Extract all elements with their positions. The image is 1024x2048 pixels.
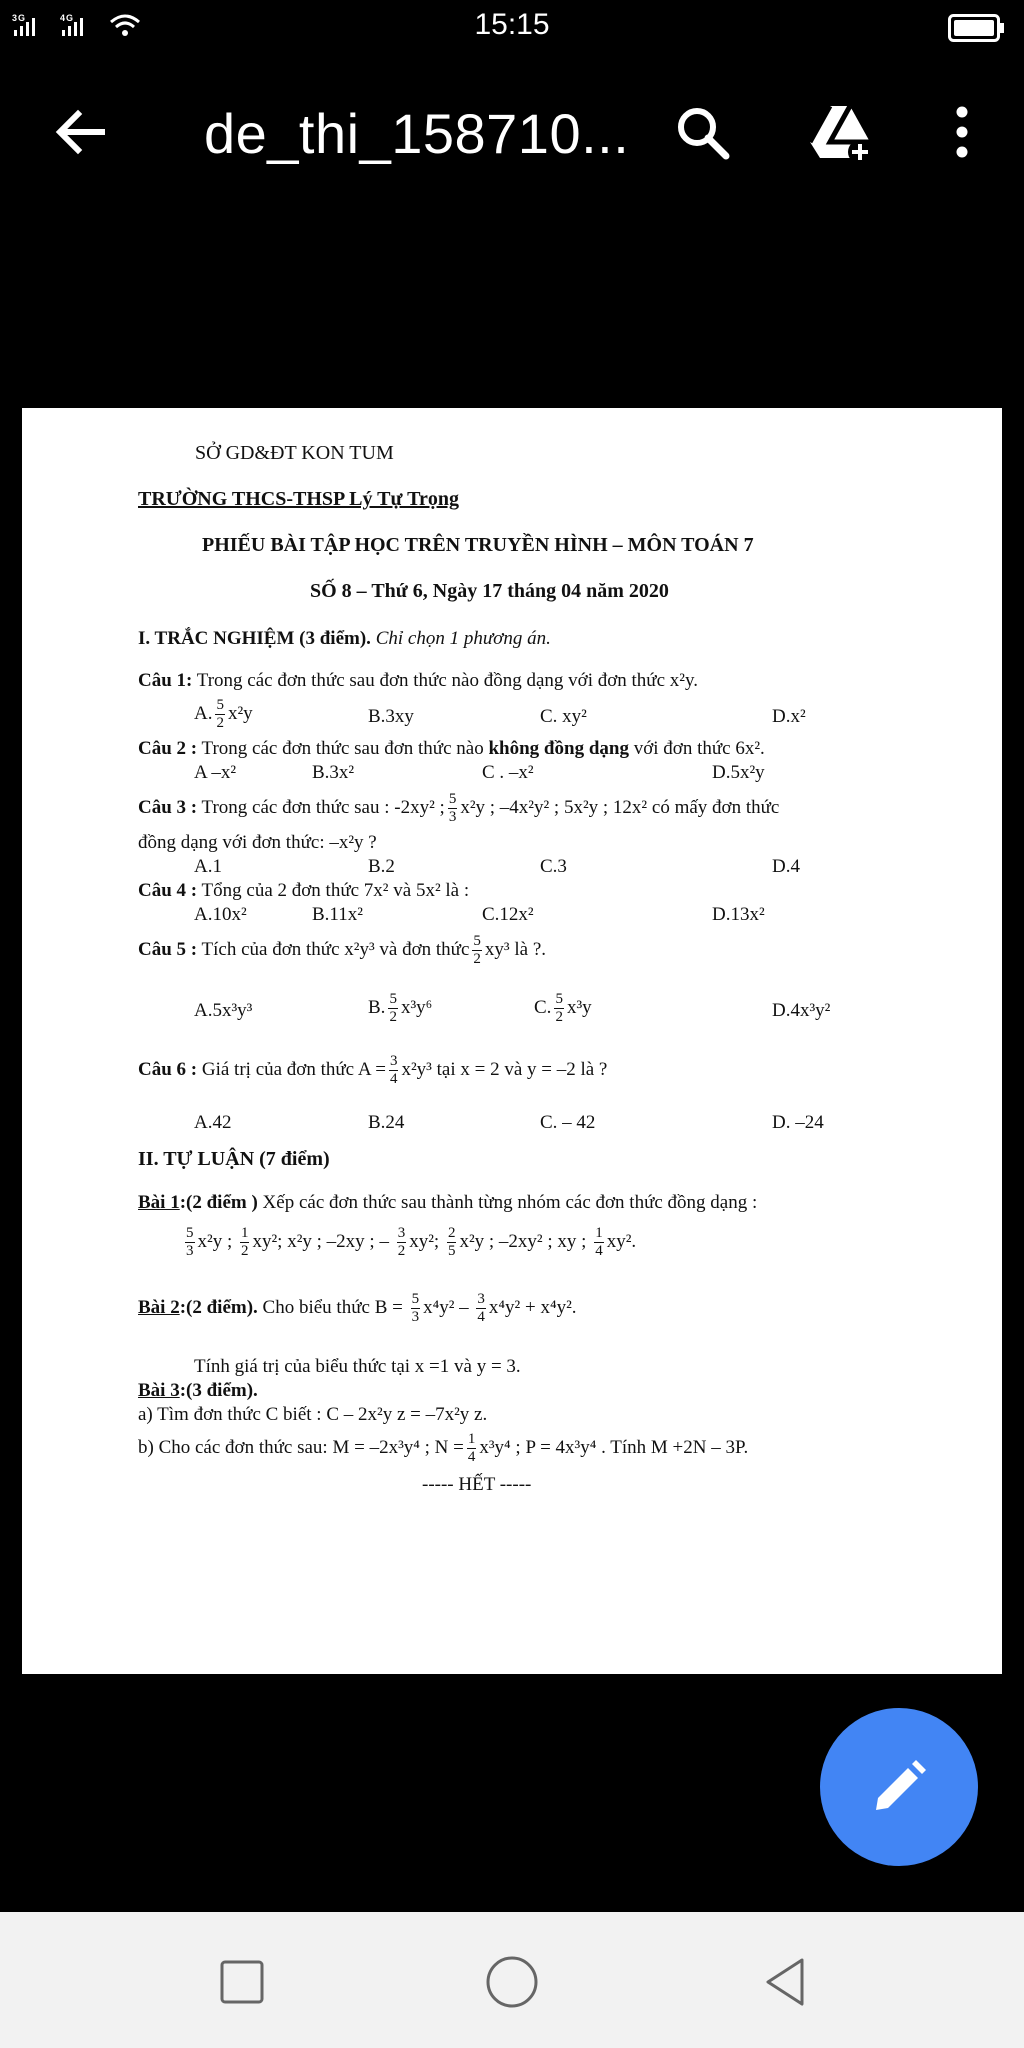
document-end-marker: ----- HẾT ----- bbox=[422, 1474, 532, 1495]
status-time: 15:15 bbox=[474, 8, 550, 41]
q6-option-c: C. – 42 bbox=[540, 1112, 596, 1133]
q4-option-c: C.12x² bbox=[482, 904, 534, 925]
exercise-3: Bài 3:(3 điểm). bbox=[138, 1380, 258, 1401]
section-2-heading: II. TỰ LUẬN (7 điểm) bbox=[138, 1148, 330, 1170]
battery-icon bbox=[948, 14, 1006, 47]
q5-option-b: B. $\frac{5}{2}$ x³y⁶ bbox=[368, 991, 433, 1025]
q6-option-d: D. –24 bbox=[772, 1112, 824, 1133]
back-arrow-icon[interactable] bbox=[52, 104, 108, 160]
status-bar bbox=[0, 0, 1024, 54]
q1-option-b: B.3xy bbox=[368, 706, 414, 727]
question-6: Câu 6 : Giá trị của đơn thức A = $\frac{3}{4}$ x²y³ tại x = 2 và y = –2 là ? bbox=[138, 1053, 608, 1087]
file-title: de_thi_158710... bbox=[204, 102, 630, 165]
q3-option-a: A.1 bbox=[194, 856, 222, 877]
exercise-1: Bài 1:(2 điểm ) Xếp các đơn thức sau thành từng nhóm các đơn thức đồng dạng : bbox=[138, 1192, 758, 1213]
q6-option-b: B.24 bbox=[368, 1112, 405, 1133]
app-bar bbox=[0, 74, 1024, 192]
q2-option-d: D.5x²y bbox=[712, 762, 765, 783]
q2-option-a: A –x² bbox=[194, 762, 237, 783]
document-page bbox=[22, 408, 1002, 1674]
question-3-line-2: đồng dạng với đơn thức: –x²y ? bbox=[138, 832, 377, 853]
q4-option-b: B.11x² bbox=[312, 904, 363, 925]
question-3: Câu 3 : Trong các đơn thức sau : -2xy² ; $\frac{5}{3}$ x²y ; –4x²y² ; 5x²y ; 12x² có mấy đơn thức bbox=[138, 791, 780, 825]
worksheet-title: PHIẾU BÀI TẬP HỌC TRÊN TRUYỀN HÌNH – MÔN TOÁN 7 bbox=[202, 534, 754, 556]
add-to-drive-icon[interactable] bbox=[808, 102, 874, 164]
svg-text:3G: 3G bbox=[12, 13, 27, 23]
worksheet-date: SỐ 8 – Thứ 6, Ngày 17 tháng 04 năm 2020 bbox=[310, 580, 669, 602]
q3-option-c: C.3 bbox=[540, 856, 567, 877]
more-options-icon[interactable] bbox=[944, 102, 980, 164]
exercise-3b: b) Cho các đơn thức sau: M = –2x³y⁴ ; N = $\frac{1}{4}$ x³y⁴ ; P = 4x³y⁴ . Tính M +2N – 3P. bbox=[138, 1431, 749, 1465]
q3-option-b: B.2 bbox=[368, 856, 395, 877]
edit-fab-button[interactable] bbox=[820, 1708, 978, 1866]
question-1: Câu 1: Trong các đơn thức sau đơn thức nào đồng dạng với đơn thức x²y. bbox=[138, 670, 698, 691]
q4-option-a: A.10x² bbox=[194, 904, 247, 925]
q5-option-a: A.5x³y³ bbox=[194, 1000, 253, 1021]
recents-button[interactable] bbox=[212, 1954, 272, 2010]
q1-option-c: C. xy² bbox=[540, 706, 587, 727]
question-4: Câu 4 : Tổng của 2 đơn thức 7x² và 5x² là : bbox=[138, 880, 470, 901]
exercise-2-line-2: Tính giá trị của biểu thức tại x =1 và y = 3. bbox=[194, 1356, 521, 1377]
q2-option-c: C . –x² bbox=[482, 762, 534, 783]
system-nav-bar bbox=[0, 1912, 1024, 2048]
exercise-1-terms: $\frac{5}{3}$ x²y ; $\frac{1}{2}$ xy²; x²y ; –2xy ; – $\frac{3}{2}$ xy²; $\frac{2}{5}$ x²y ; –2xy² ; xy ; $\frac{1}{4}$ xy². bbox=[186, 1225, 637, 1259]
school-header: TRƯỜNG THCS-THSP Lý Tự Trọng bbox=[138, 488, 459, 510]
exercise-2: Bài 2:(2 điểm). Cho biểu thức B = $\frac{5}{3}$ x⁴y² – $\frac{3}{4}$ x⁴y² + x⁴y². bbox=[138, 1291, 577, 1325]
q5-option-c: C. $\frac{5}{2}$ x³y bbox=[534, 991, 592, 1025]
svg-text:4G: 4G bbox=[60, 13, 75, 23]
q1-option-a: A. $\frac{5}{2}$ x²y bbox=[194, 697, 253, 731]
exercise-3a: a) Tìm đơn thức C biết : C – 2x²y z = –7x²y z. bbox=[138, 1404, 488, 1425]
back-button[interactable] bbox=[756, 1954, 816, 2010]
home-button[interactable] bbox=[482, 1954, 542, 2010]
section-1-heading: I. TRẮC NGHIỆM (3 điểm). Chỉ chọn 1 phương án. bbox=[138, 628, 551, 649]
q1-option-d: D.x² bbox=[772, 706, 806, 727]
question-2: Câu 2 : Trong các đơn thức sau đơn thức nào không đồng dạng với đơn thức 6x². bbox=[138, 738, 765, 759]
q3-option-d: D.4 bbox=[772, 856, 800, 877]
dept-header: SỞ GD&ĐT KON TUM bbox=[195, 442, 394, 464]
search-icon[interactable] bbox=[674, 104, 732, 162]
q4-option-d: D.13x² bbox=[712, 904, 765, 925]
q2-option-b: B.3x² bbox=[312, 762, 355, 783]
question-5: Câu 5 : Tích của đơn thức x²y³ và đơn thức $\frac{5}{2}$ xy³ là ?. bbox=[138, 933, 546, 967]
q5-option-d: D.4x³y² bbox=[772, 1000, 831, 1021]
q6-option-a: A.42 bbox=[194, 1112, 232, 1133]
